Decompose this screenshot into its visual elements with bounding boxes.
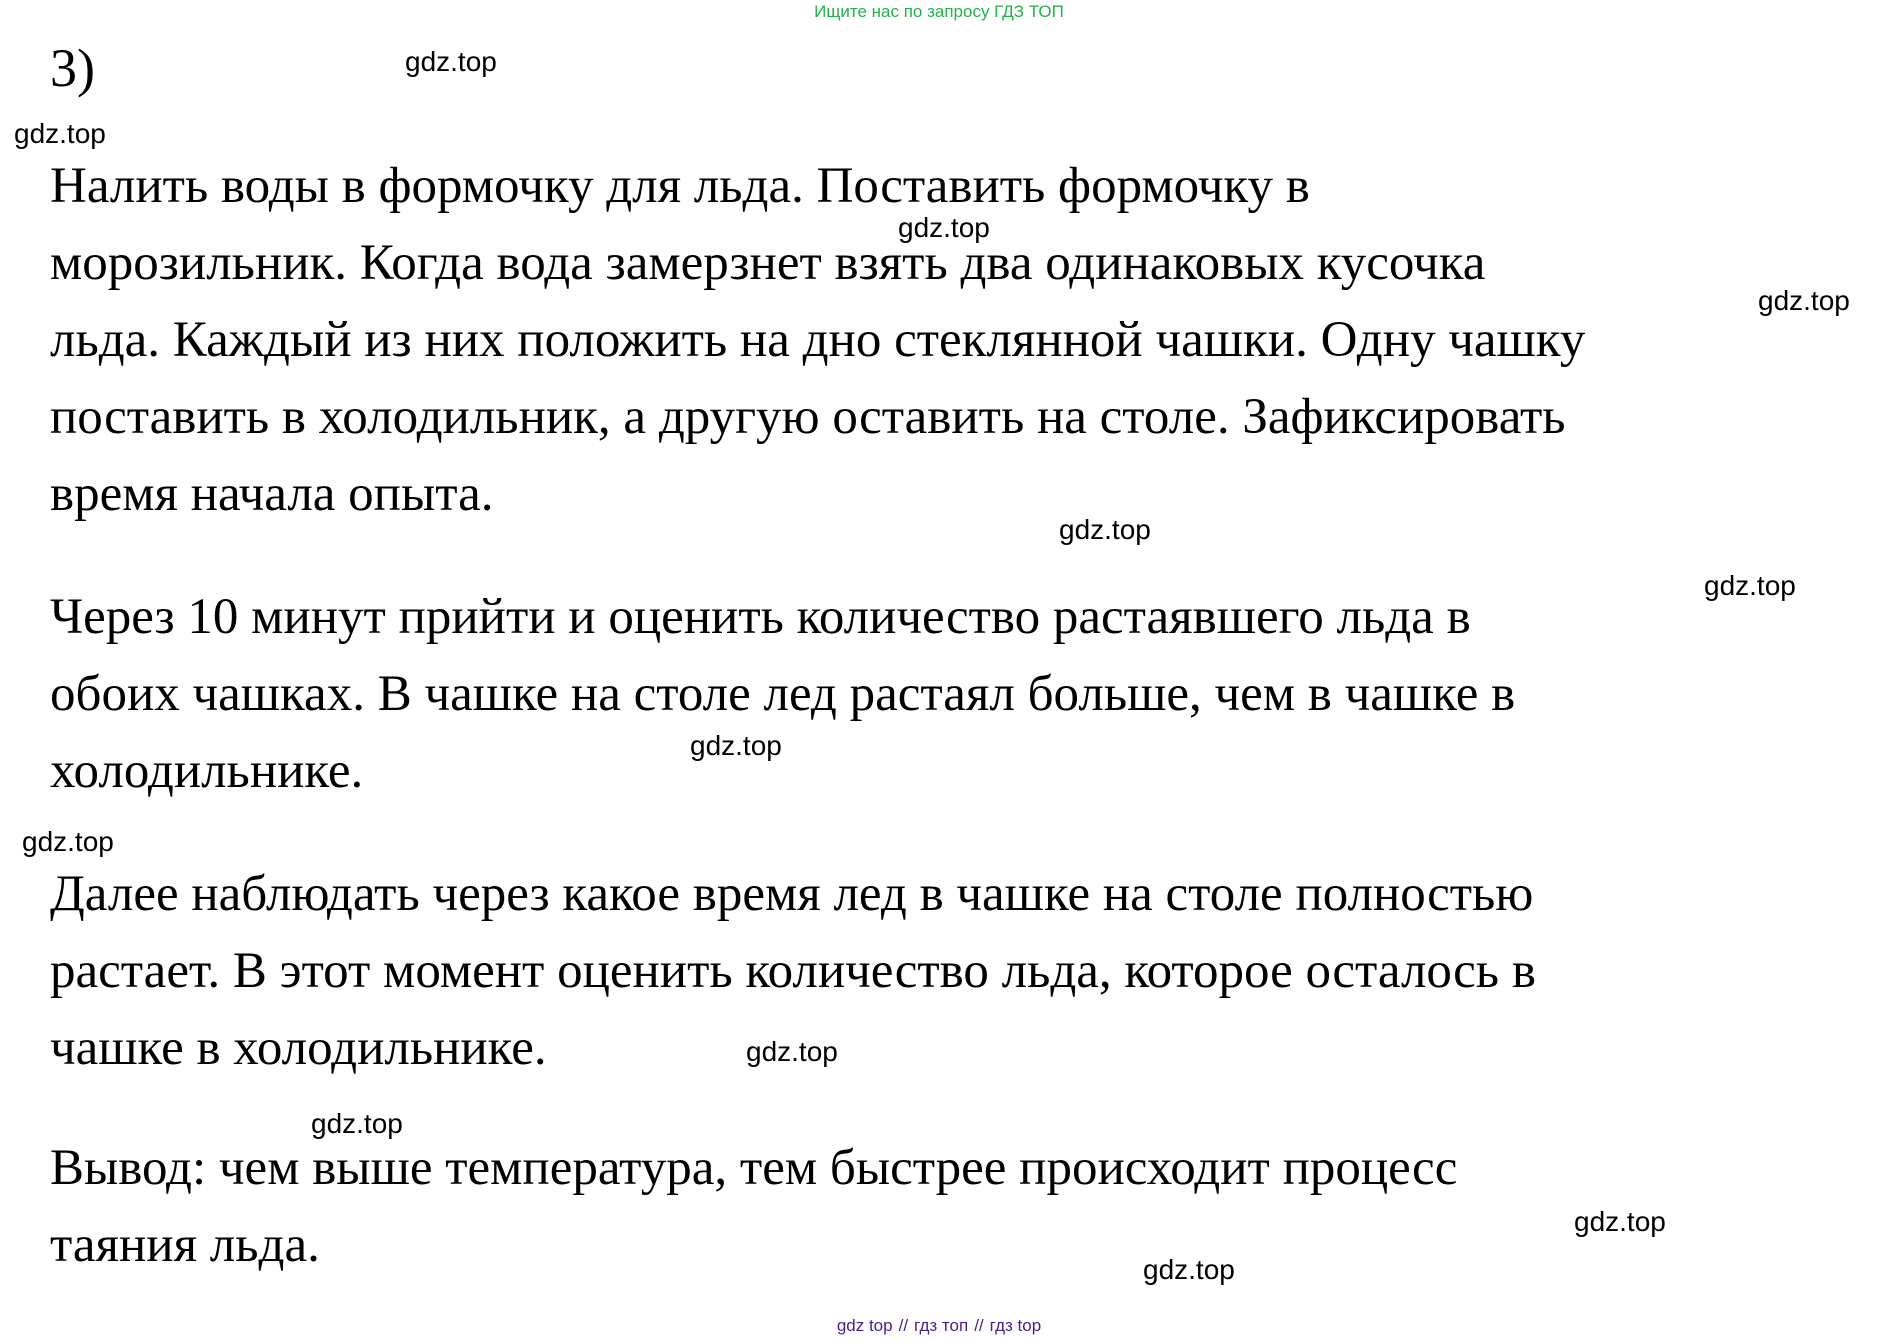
footer-separator: // <box>898 1316 909 1335</box>
text-line: льда. Каждый из них положить на дно стеклянной чашки. Одну чашку <box>50 312 1586 368</box>
text-line: Через 10 минут прийти и оценить количество растаявшего льда в <box>50 589 1471 645</box>
watermark: gdz.top <box>746 1036 838 1067</box>
watermark: gdz.top <box>14 118 106 149</box>
text-line: холодильнике. <box>50 743 364 799</box>
text-line: Вывод: чем выше температура, тем быстрее происходит процесс <box>50 1140 1458 1196</box>
task-number: 3) <box>50 38 95 98</box>
paragraph-conclusion <box>50 1130 1457 1284</box>
watermark: gdz.top <box>1574 1206 1666 1237</box>
search-hint-banner: Ищите нас по запросу ГДЗ ТОП <box>814 2 1064 21</box>
text-line: морозильник. Когда вода замерзнет взять два одинаковых кусочка <box>50 235 1486 291</box>
paragraph-observation <box>50 579 1515 810</box>
watermark: gdz.top <box>22 826 114 857</box>
watermark: gdz.top <box>1059 514 1151 545</box>
text-line: Далее наблюдать через какое время лед в чашке на столе полностью <box>50 866 1534 922</box>
watermark: gdz.top <box>690 730 782 761</box>
footer-link[interactable]: гдз top <box>989 1316 1042 1335</box>
text-line: таяния льда. <box>50 1217 320 1273</box>
text-line: Налить воды в формочку для льда. Поставить формочку в <box>50 158 1310 214</box>
watermark: gdz.top <box>1704 570 1796 601</box>
watermark: gdz.top <box>405 46 497 77</box>
footer-link[interactable]: гдз топ <box>914 1316 969 1335</box>
text-line: чашке в холодильнике. <box>50 1020 547 1076</box>
watermark: gdz.top <box>311 1108 403 1139</box>
paragraph-procedure <box>50 148 1585 533</box>
text-line: поставить в холодильник, а другую оставить на столе. Зафиксировать <box>50 389 1566 445</box>
footer-separator: // <box>974 1316 984 1335</box>
watermark: gdz.top <box>1758 285 1850 316</box>
text-line: растает. В этот момент оценить количество льда, которое осталось в <box>50 943 1536 999</box>
watermark: gdz.top <box>898 212 990 243</box>
text-line: обоих чашках. В чашке на столе лед растаял больше, чем в чашке в <box>50 666 1516 722</box>
footer-links <box>0 1316 1878 1336</box>
footer-link[interactable]: gdz top <box>836 1316 893 1335</box>
text-line: время начала опыта. <box>50 466 494 522</box>
watermark: gdz.top <box>1143 1254 1235 1285</box>
